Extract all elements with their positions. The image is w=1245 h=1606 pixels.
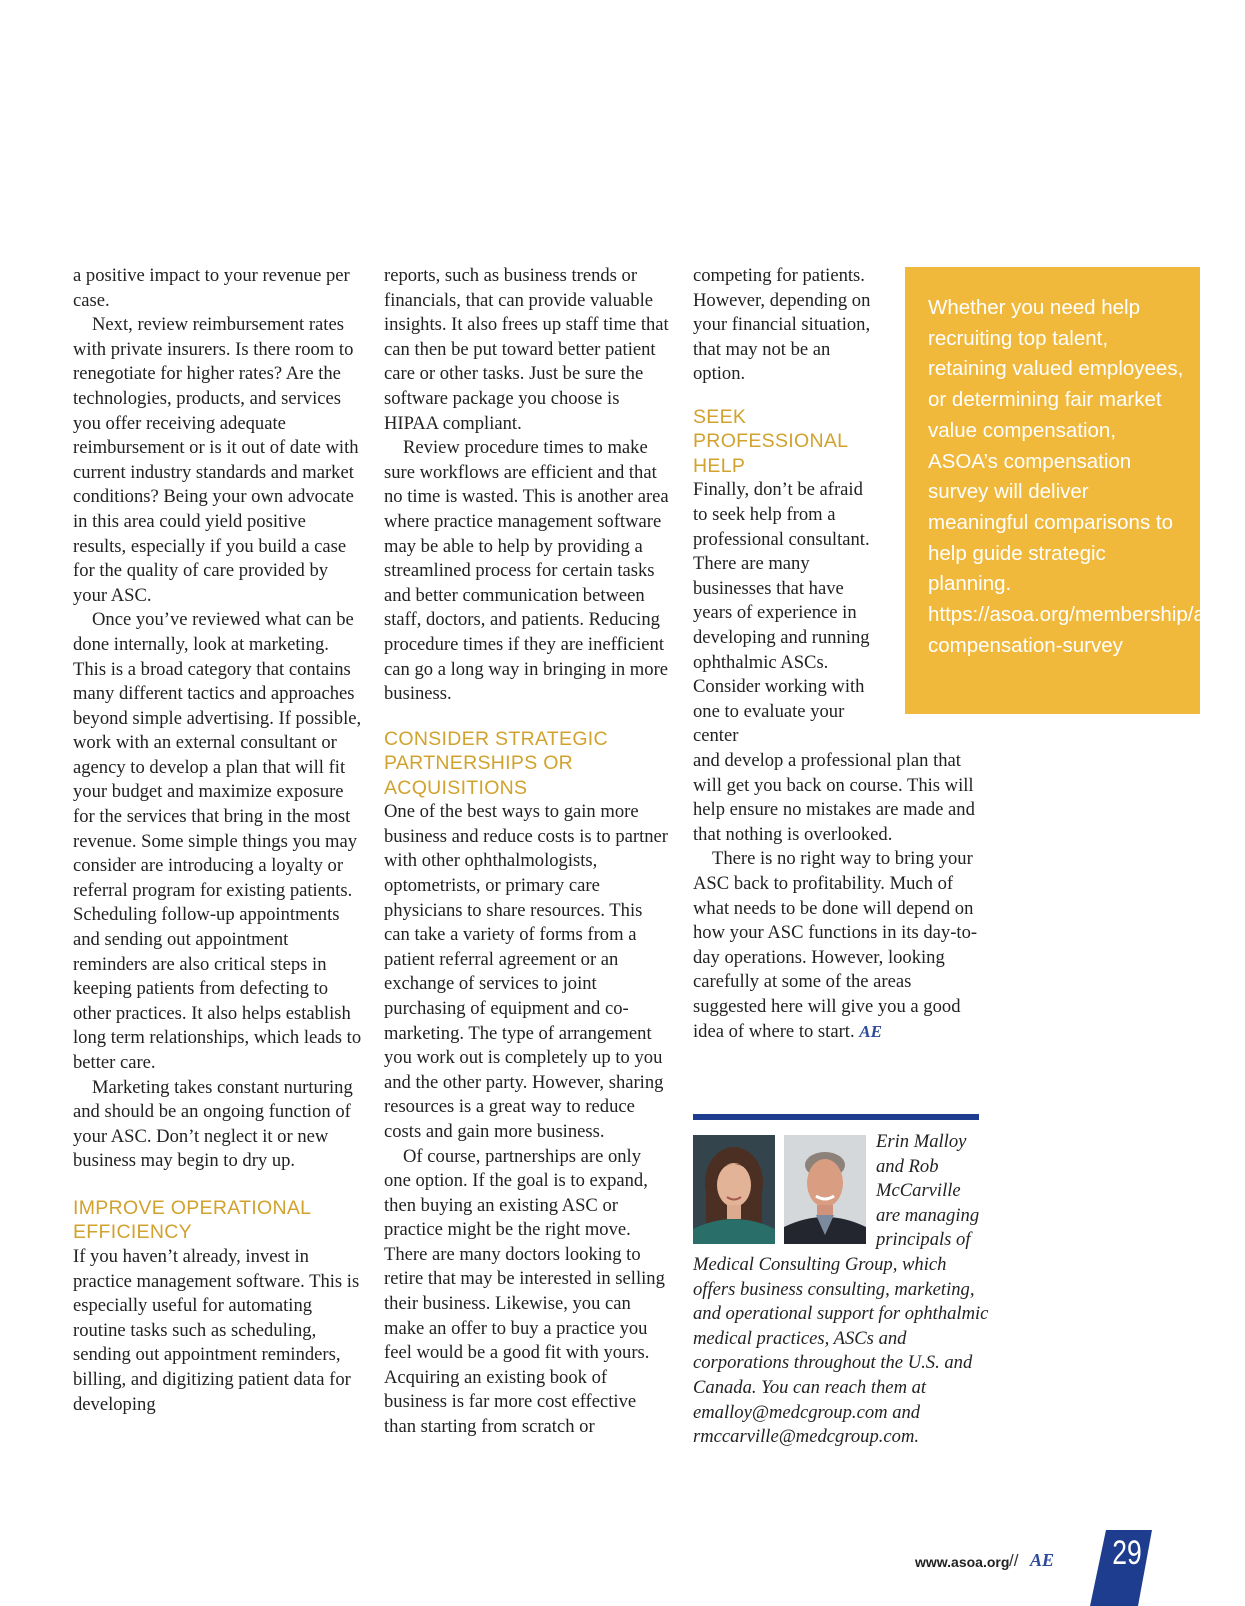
paragraph: Review procedure times to make sure workflows are efficient and that no time is wasted. This is another area where practice management software may be able to help by providing a streamlined process for certain tasks and better communication between staff, doctors, and patients. Reducing procedure times if they are inefficient can go a long way in bringing in more business. <box>384 437 669 705</box>
footer-url: www.asoa.org <box>915 1554 1010 1570</box>
paragraph: a positive impact to your revenue per case. <box>73 265 350 311</box>
footer-ae-logo: AE <box>1030 1550 1055 1570</box>
paragraph: Once you’ve reviewed what can be done internally, look at marketing. This is a broad category that contains many different tactics and approaches beyond simple advertising. If possible, work with an external consultant or agency to develop a plan that will fit your budget and maximize exposure for the services that bring in the most revenue. Some simple things you may consider are introducing a loyalty or referral program for existing patients. Scheduling follow-up appointments and sending out appointment reminders are also critical steps in keeping patients from defecting to other practices. It also helps establish long term relationships, which leads to better care. <box>73 609 362 1073</box>
paragraph <box>693 847 985 1044</box>
author-photo-erin <box>693 1135 775 1244</box>
section-heading-professional-help: SEEK PROFESSIONAL HELP <box>693 405 848 477</box>
paragraph: competing for patients. However, depending on your financial situation, that may not be an option. <box>693 265 871 385</box>
paragraph: and develop a professional plan that will get you back on course. This will help ensure no mistakes are made and that nothing is overlooked. <box>693 750 975 845</box>
paragraph: Next, review reimbursement rates with private insurers. Is there room to renegotiate for higher rates? Are the technologies, products, and services you offer receiving adequate reimbursement or is it out of date with current industry standards and market conditions? Being your own advocate in this area could yield positive results, especially if you build a case for the quality of care provided by your ASC. <box>73 314 359 606</box>
ae-end-mark: AE <box>859 1021 882 1041</box>
paragraph: reports, such as business trends or financials, that can provide valuable insights. It also frees up staff time that can then be put toward better patient care or other tasks. Just be sure the software package you choose is HIPAA compliant. <box>384 265 669 434</box>
author-photo-rob <box>784 1135 866 1244</box>
footer-separator: // <box>1009 1551 1019 1570</box>
paragraph: Finally, don’t be afraid to seek help from a professional consultant. There are many businesses that have years of experience in developing and running ophthalmic ASCs. Consider working with one to evaluate your center <box>693 479 870 747</box>
paragraph: If you haven’t already, invest in practice management software. This is especially useful for automating routine tasks such as scheduling, sending out appointment reminders, billing, and digitizing patient data for developing <box>73 1245 360 1415</box>
portrait-man-icon <box>784 1135 866 1244</box>
paragraph: Of course, partnerships are only one option. If the goal is to expand, then buying an existing ASC or practice might be the right move. There are many doctors looking to retire that may be interested in selling their business. Likewise, you can make an offer to buy a practice you feel would be a good fit with yours. Acquiring an existing book of business is far more cost effective than starting from scratch or <box>384 1145 665 1438</box>
section-heading-operational-efficiency: IMPROVE OPERATIONAL EFFICIENCY <box>73 1196 311 1244</box>
page-number: 29 <box>1112 1534 1142 1572</box>
portrait-woman-icon <box>693 1135 775 1244</box>
section-heading-strategic-partnerships: CONSIDER STRATEGIC PARTNERSHIPS OR ACQUISITIONS <box>384 727 608 799</box>
paragraph: Marketing takes constant nurturing and should be an ongoing function of your ASC. Don’t neglect it or new business may begin to dry up. <box>73 1076 353 1172</box>
bio-divider <box>693 1114 979 1120</box>
callout-box <box>905 267 1245 714</box>
article-column-2 <box>384 264 670 1440</box>
bio-text: Medical Consulting Group, which offers business consulting, marketing, and operational support for ophthalmic medical practices, ASCs and corporations throughout the U.S. and Canada. You can reach them at emalloy@medcgroup.com and rmccarville@medcgroup.com. <box>693 1254 989 1448</box>
callout-text: Whether you need help recruiting top talent, retaining valued employees, or determining fair market value compensation, ASOA’s compensation survey will deliver meaningful comparisons to help guide strategic planning. https://asoa.org/membership/asoa-compensation-survey <box>928 296 1245 657</box>
article-column-1 <box>73 264 363 1417</box>
paragraph: One of the best ways to gain more business and reduce costs is to partner with other ophthalmologists, optometrists, or primary care physicians to share resources. This can take a variety of forms from a patient referral agreement or an exchange of services to joint purchasing of equipment and co-marketing. The type of arrangement you work out is completely up to you and the other party. However, sharing resources is a great way to reduce costs and gain more business. <box>384 801 668 1142</box>
closing-text: There is no right way to bring your ASC back to profitability. Much of what needs to be done will depend on how your ASC functions in its day-to-day operations. However, looking carefully at some of the areas suggested here will give you a good idea of where to start. <box>693 848 978 1042</box>
bio-intro: Erin Malloy and Rob McCarville are managing principals of <box>876 1131 980 1251</box>
